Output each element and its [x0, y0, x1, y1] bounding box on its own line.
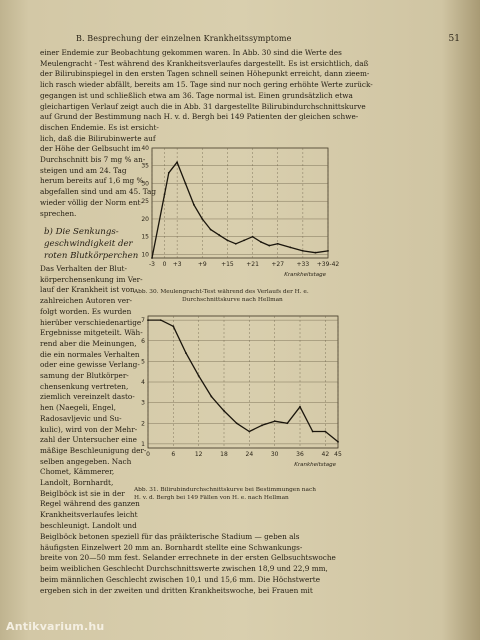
data-point: [218, 234, 220, 236]
data-point: [223, 410, 225, 412]
caption-line: Abb. 30. Meulengracht-Test während des Verlaufs der H. e.: [134, 289, 309, 295]
heading-line: geschwindigkeit der: [44, 239, 133, 249]
data-point: [147, 319, 149, 321]
heading-line: roten Blutkörperchen: [44, 251, 139, 261]
watermark-logo: Antikvarium.hu: [6, 620, 105, 633]
x-tick-label: 0: [146, 451, 150, 458]
text-line: mäßige Beschleunigung der-: [40, 445, 147, 455]
y-tick-label: 5: [141, 358, 145, 366]
data-point: [252, 236, 254, 238]
text-line: Ergebnisse mitgeteilt. Wäh-: [40, 328, 143, 338]
text-line: kulic), wird von der Mehr-: [40, 424, 138, 434]
y-tick-label: 30: [141, 180, 149, 188]
x-tick-labels: [149, 261, 339, 268]
y-tick-label: 20: [141, 215, 149, 223]
text-line: oder eine gewisse Verlang-: [40, 360, 140, 370]
data-point: [185, 352, 187, 354]
text-line: gegangen ist und schließlich etwa am 36. Tage normal ist. Einen grundsätzlich etwa: [40, 90, 353, 100]
series-line: [148, 320, 338, 442]
data-point: [299, 406, 301, 408]
data-point: [337, 441, 339, 443]
text-line: körperchensenkung im Ver-: [40, 274, 143, 284]
x-tick-label: 12: [194, 451, 203, 458]
text-line: sprechen.: [40, 208, 77, 218]
data-point: [151, 257, 153, 259]
data-point: [210, 229, 212, 231]
figure-caption: [134, 289, 434, 304]
text-line: Krankheitsverlaufes leicht: [40, 510, 138, 520]
y-tick-label: 1: [141, 440, 145, 448]
y-tick-label: 4: [141, 379, 145, 386]
x-axis-label: Krankheitstage: [284, 272, 326, 278]
data-point: [312, 431, 314, 433]
text-line: abgefallen sind und am 45. Tag: [40, 187, 157, 197]
text-line: beim weiblichen Geschlecht Durchschnittswerte zwischen 18,9 und 22,9 mm,: [40, 564, 328, 574]
text-line: samung der Blutkörper-: [40, 371, 129, 381]
text-line: Durchschnitt bis 7 mg % an-: [40, 155, 146, 164]
text-line: der Bilirubinspiegel in den ersten Tagen schnell seinen Höhepunkt erreicht, dann zieem-: [40, 69, 370, 79]
text-line: zahlreichen Autoren ver-: [40, 296, 133, 306]
text-line: hierüber verschiedenartige: [40, 317, 142, 327]
data-point: [168, 172, 170, 174]
x-axis-label: Krankheitstage: [294, 462, 336, 468]
x-tick-label: +27: [271, 261, 285, 268]
text-line: Radosavljevic und Su-: [40, 413, 122, 423]
figure-caption: [134, 487, 434, 502]
meulengracht-chart: [136, 140, 340, 288]
caption-line: Durchschnittskurve nach Hellman: [182, 296, 283, 303]
text-line: ziemlich vereinzelt dasto-: [40, 392, 135, 402]
text-line: wieder völlig der Norm ent-: [40, 197, 143, 207]
data-point: [198, 375, 200, 377]
text-line: Beiglböck betonen speziell für das präikterische Stadium — geben als: [40, 532, 300, 541]
text-line: herum bereits auf 1,6 mg %: [40, 176, 144, 186]
data-point: [268, 245, 270, 247]
x-tick-label: 24: [245, 451, 254, 458]
x-tick-label: +3: [172, 261, 182, 268]
data-point: [243, 239, 245, 241]
text-line: Meulengracht - Test während des Krankheitsverlaufes dargestellt. Es ist ersichtlich, daß: [40, 58, 369, 68]
data-point: [160, 319, 162, 321]
x-tick-label: 30: [270, 451, 279, 458]
y-tick-label: 15: [141, 233, 149, 241]
data-series: [147, 319, 339, 442]
text-line: steigen und am 24. Tag: [40, 165, 127, 175]
text-line: lauf der Krankheit ist von: [40, 285, 135, 295]
y-tick-labels: [141, 145, 149, 258]
x-tick-label: +33: [296, 261, 310, 268]
data-point: [315, 252, 317, 254]
text-line: zahl der Untersucher eine: [40, 435, 137, 445]
y-tick-label: 40: [141, 145, 149, 152]
x-tick-label: +21: [246, 261, 259, 268]
y-tick-label: 7: [141, 317, 145, 325]
bilirubin-chart: [134, 310, 346, 480]
text-line: hen (Naegeli, Engel,: [40, 403, 116, 413]
text-line: beschleunigt. Landolt und: [40, 520, 137, 530]
text-line: häufigsten Einzelwert 20 mm an. Bornhardt stellte eine Schwankungs-: [40, 542, 303, 552]
data-point: [260, 241, 262, 243]
data-point: [236, 422, 238, 424]
y-tick-label: 25: [141, 198, 149, 206]
data-point: [176, 161, 178, 163]
text-line: die ein normales Verhalten: [40, 349, 140, 359]
text-line: breite von 20—50 mm fest. Selander errechnete in der ersten Gelbsuchtswoche: [40, 553, 336, 563]
text-line: einer Endemie zur Beobachtung gekommen waren. In Abb. 30 sind die Werte des: [40, 48, 342, 57]
text-line: der Höhe der Gelbsucht im: [40, 144, 141, 154]
y-tick-label: 6: [141, 337, 145, 345]
bottom-paragraph: [40, 532, 438, 596]
data-point: [248, 431, 250, 433]
data-point: [286, 422, 288, 424]
text-line: folgt worden. Es wurden: [40, 306, 132, 316]
data-point: [327, 250, 329, 252]
text-line: gleichartigen Verlauf zeigt auch die in Abb. 31 dargestellte Bilirubindurchschnittskurve: [40, 101, 366, 111]
text-line: dischen Endemie. Es ist ersicht-: [40, 122, 159, 132]
x-tick-label: 6: [171, 451, 176, 458]
text-line: Das Verhalten der Blut-: [40, 264, 127, 273]
text-line: Regel während des ganzen: [40, 499, 140, 509]
text-line: Beiglböck ist sie in der: [40, 488, 125, 498]
data-point: [164, 193, 166, 195]
data-point: [172, 325, 174, 327]
data-point: [193, 204, 195, 206]
text-line: lich, daß die Bilirubinwerte auf: [40, 133, 156, 143]
data-point: [185, 183, 187, 185]
text-line: Landolt, Bornhardt,: [40, 478, 114, 488]
x-tick-label: 36: [296, 451, 304, 458]
x-tick-label: 42: [321, 451, 330, 458]
data-point: [261, 424, 263, 426]
x-tick-label: 0: [162, 261, 167, 268]
text-line: lich rasch wieder abfällt, bereits am 15. Tage sind nur noch gering erhöhte Werte zurück-: [40, 80, 373, 90]
page-number: 51: [448, 34, 460, 44]
data-series: [151, 161, 329, 259]
data-point: [210, 396, 212, 398]
data-point: [201, 218, 203, 220]
data-point: [277, 243, 279, 245]
caption-line: Abb. 31. Bilirubindurchschnittskurve bei Bestimmungen nach: [134, 487, 316, 493]
top-paragraph: [40, 48, 438, 134]
section-heading: [44, 226, 144, 262]
running-title: B. Besprechung der einzelnen Krankheitssymptome: [76, 34, 292, 43]
text-line: chensenkung vertreten,: [40, 381, 129, 391]
data-point: [289, 246, 291, 248]
y-tick-label: 35: [141, 162, 149, 170]
y-tick-labels: [141, 317, 145, 448]
x-tick-labels: [146, 451, 342, 458]
y-tick-label: 2: [141, 420, 145, 428]
y-tick-label: 10: [141, 251, 149, 259]
text-line: selben angegeben. Nach: [40, 456, 132, 466]
left-column-body: [40, 264, 147, 532]
series-line: [152, 162, 328, 258]
text-line: beim männlichen Geschlecht zwischen 10,1 und 15,6 mm. Die Höchstwerte: [40, 574, 321, 584]
text-line: Chomet, Kämmerer,: [40, 467, 115, 477]
x-tick-label: +39-42: [316, 261, 340, 268]
data-point: [235, 243, 237, 245]
data-point: [274, 420, 276, 422]
x-tick-label: -3: [149, 261, 155, 268]
x-tick-label: 18: [220, 451, 228, 458]
chart-grid: [148, 316, 338, 448]
text-line: ergeben sich in der zweiten und dritten Krankheitswoche, bei Frauen mit: [40, 585, 313, 595]
x-tick-label: 45: [334, 451, 342, 458]
data-point: [302, 250, 304, 252]
x-tick-label: +9: [197, 261, 207, 268]
y-tick-label: 3: [141, 399, 145, 407]
caption-line: H. v. d. Bergh bei 149 Fällen von H. e. nach Hellman: [134, 494, 289, 501]
text-line: auf Grund der Bestimmung nach H. v. d. Bergh bei 149 Patienten der gleichen schwe-: [40, 112, 359, 122]
heading-line: b) Die Senkungs-: [44, 227, 119, 237]
data-point: [227, 239, 229, 241]
data-point: [324, 431, 326, 433]
x-tick-label: +15: [221, 261, 234, 268]
text-line: rend aber die Meinungen,: [40, 338, 137, 348]
